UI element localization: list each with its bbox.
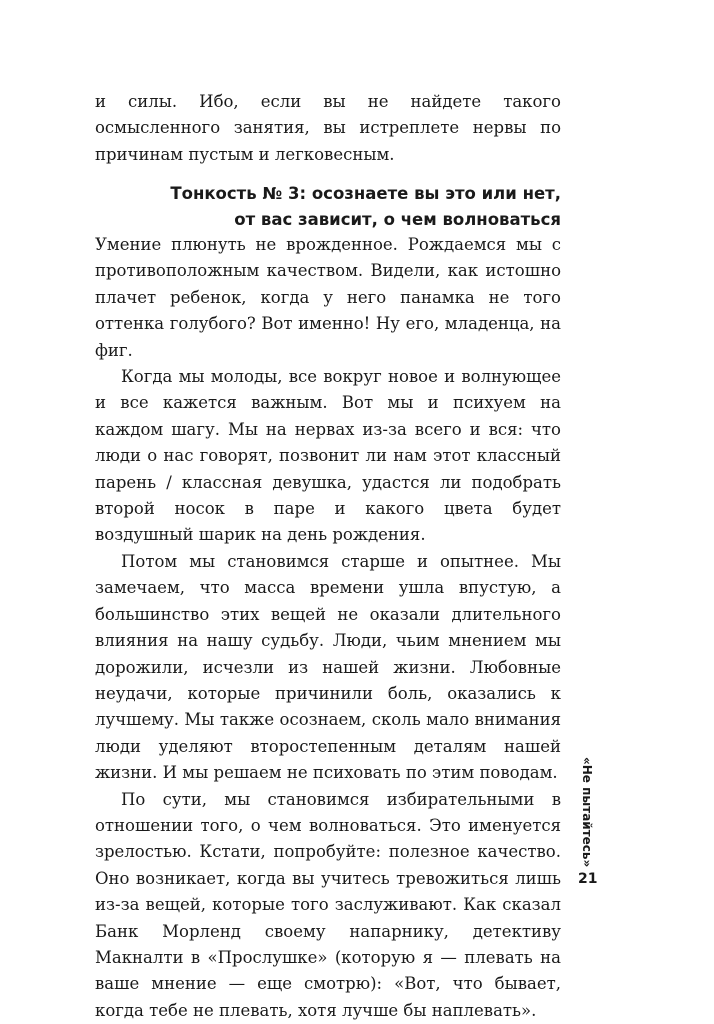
section-heading <box>95 181 561 234</box>
body-text <box>95 232 561 1024</box>
chapter-title-vertical: «Не пытайтесь» <box>580 757 594 868</box>
chapter-side-tab <box>575 757 599 868</box>
paragraph-3: Потом мы становимся старше и опытнее. Мы замечаем, что масса времени ушла впустую, а большинство этих вещей не оказали длительного влияния на нашу судьбу. Люди, чьим мнением мы дорожили, исчезли из нашей жизни. Любовные неудачи, которые причинили боль, оказались к лучшему. Мы также осознаем, сколь мало внимания люди уделяют второстепенным деталям нашей жизни. И мы решаем не психовать по этим поводам. <box>95 551 561 783</box>
page-number: 21 <box>578 871 598 887</box>
paragraph-1: Умение плюнуть не врожденное. Рождаемся мы с противоположным качеством. Видели, как истошно плачет ребенок, когда у него панамка не того оттенка голубого? Вот именно! Ну его, младенца, на фиг. <box>95 235 561 360</box>
lead-in-text: и силы. Ибо, если вы не найдете такого осмысленного занятия, вы истреплете нервы по причинам пустым и легковесным. <box>95 92 561 164</box>
paragraph-4: По сути, мы становимся избирательными в отношении того, о чем волноваться. Это именуется зрелостью. Кстати, попробуйте: полезное качество. Оно возникает, когда вы учитесь тревожиться лишь из-за вещей, которые того заслуживают. Как сказал Банк Морленд своему напарнику, детективу Макналти в «Прослушке» (которую я — плевать на ваше мнение — еще смотрю): «Вот, что бывает, когда тебе не плевать, хотя лучше бы наплевать». <box>95 789 561 1020</box>
heading-line-1: Тонкость № 3: осознаете вы это или нет, <box>170 184 561 203</box>
continuation-paragraph <box>95 89 561 168</box>
paragraph-2: Когда мы молоды, все вокруг новое и волнующее и все кажется важным. Вот мы и психуем на каждом шагу. Мы на нервах из-за всего и вся: что люди о нас говорят, позвонит ли нам этот классный парень / классная девушка, удастся ли подобрать второй носок в паре и какого цвета будет воздушный шарик на день рождения. <box>95 367 561 545</box>
heading-line-2: от вас зависит, о чем волноваться <box>234 210 561 230</box>
